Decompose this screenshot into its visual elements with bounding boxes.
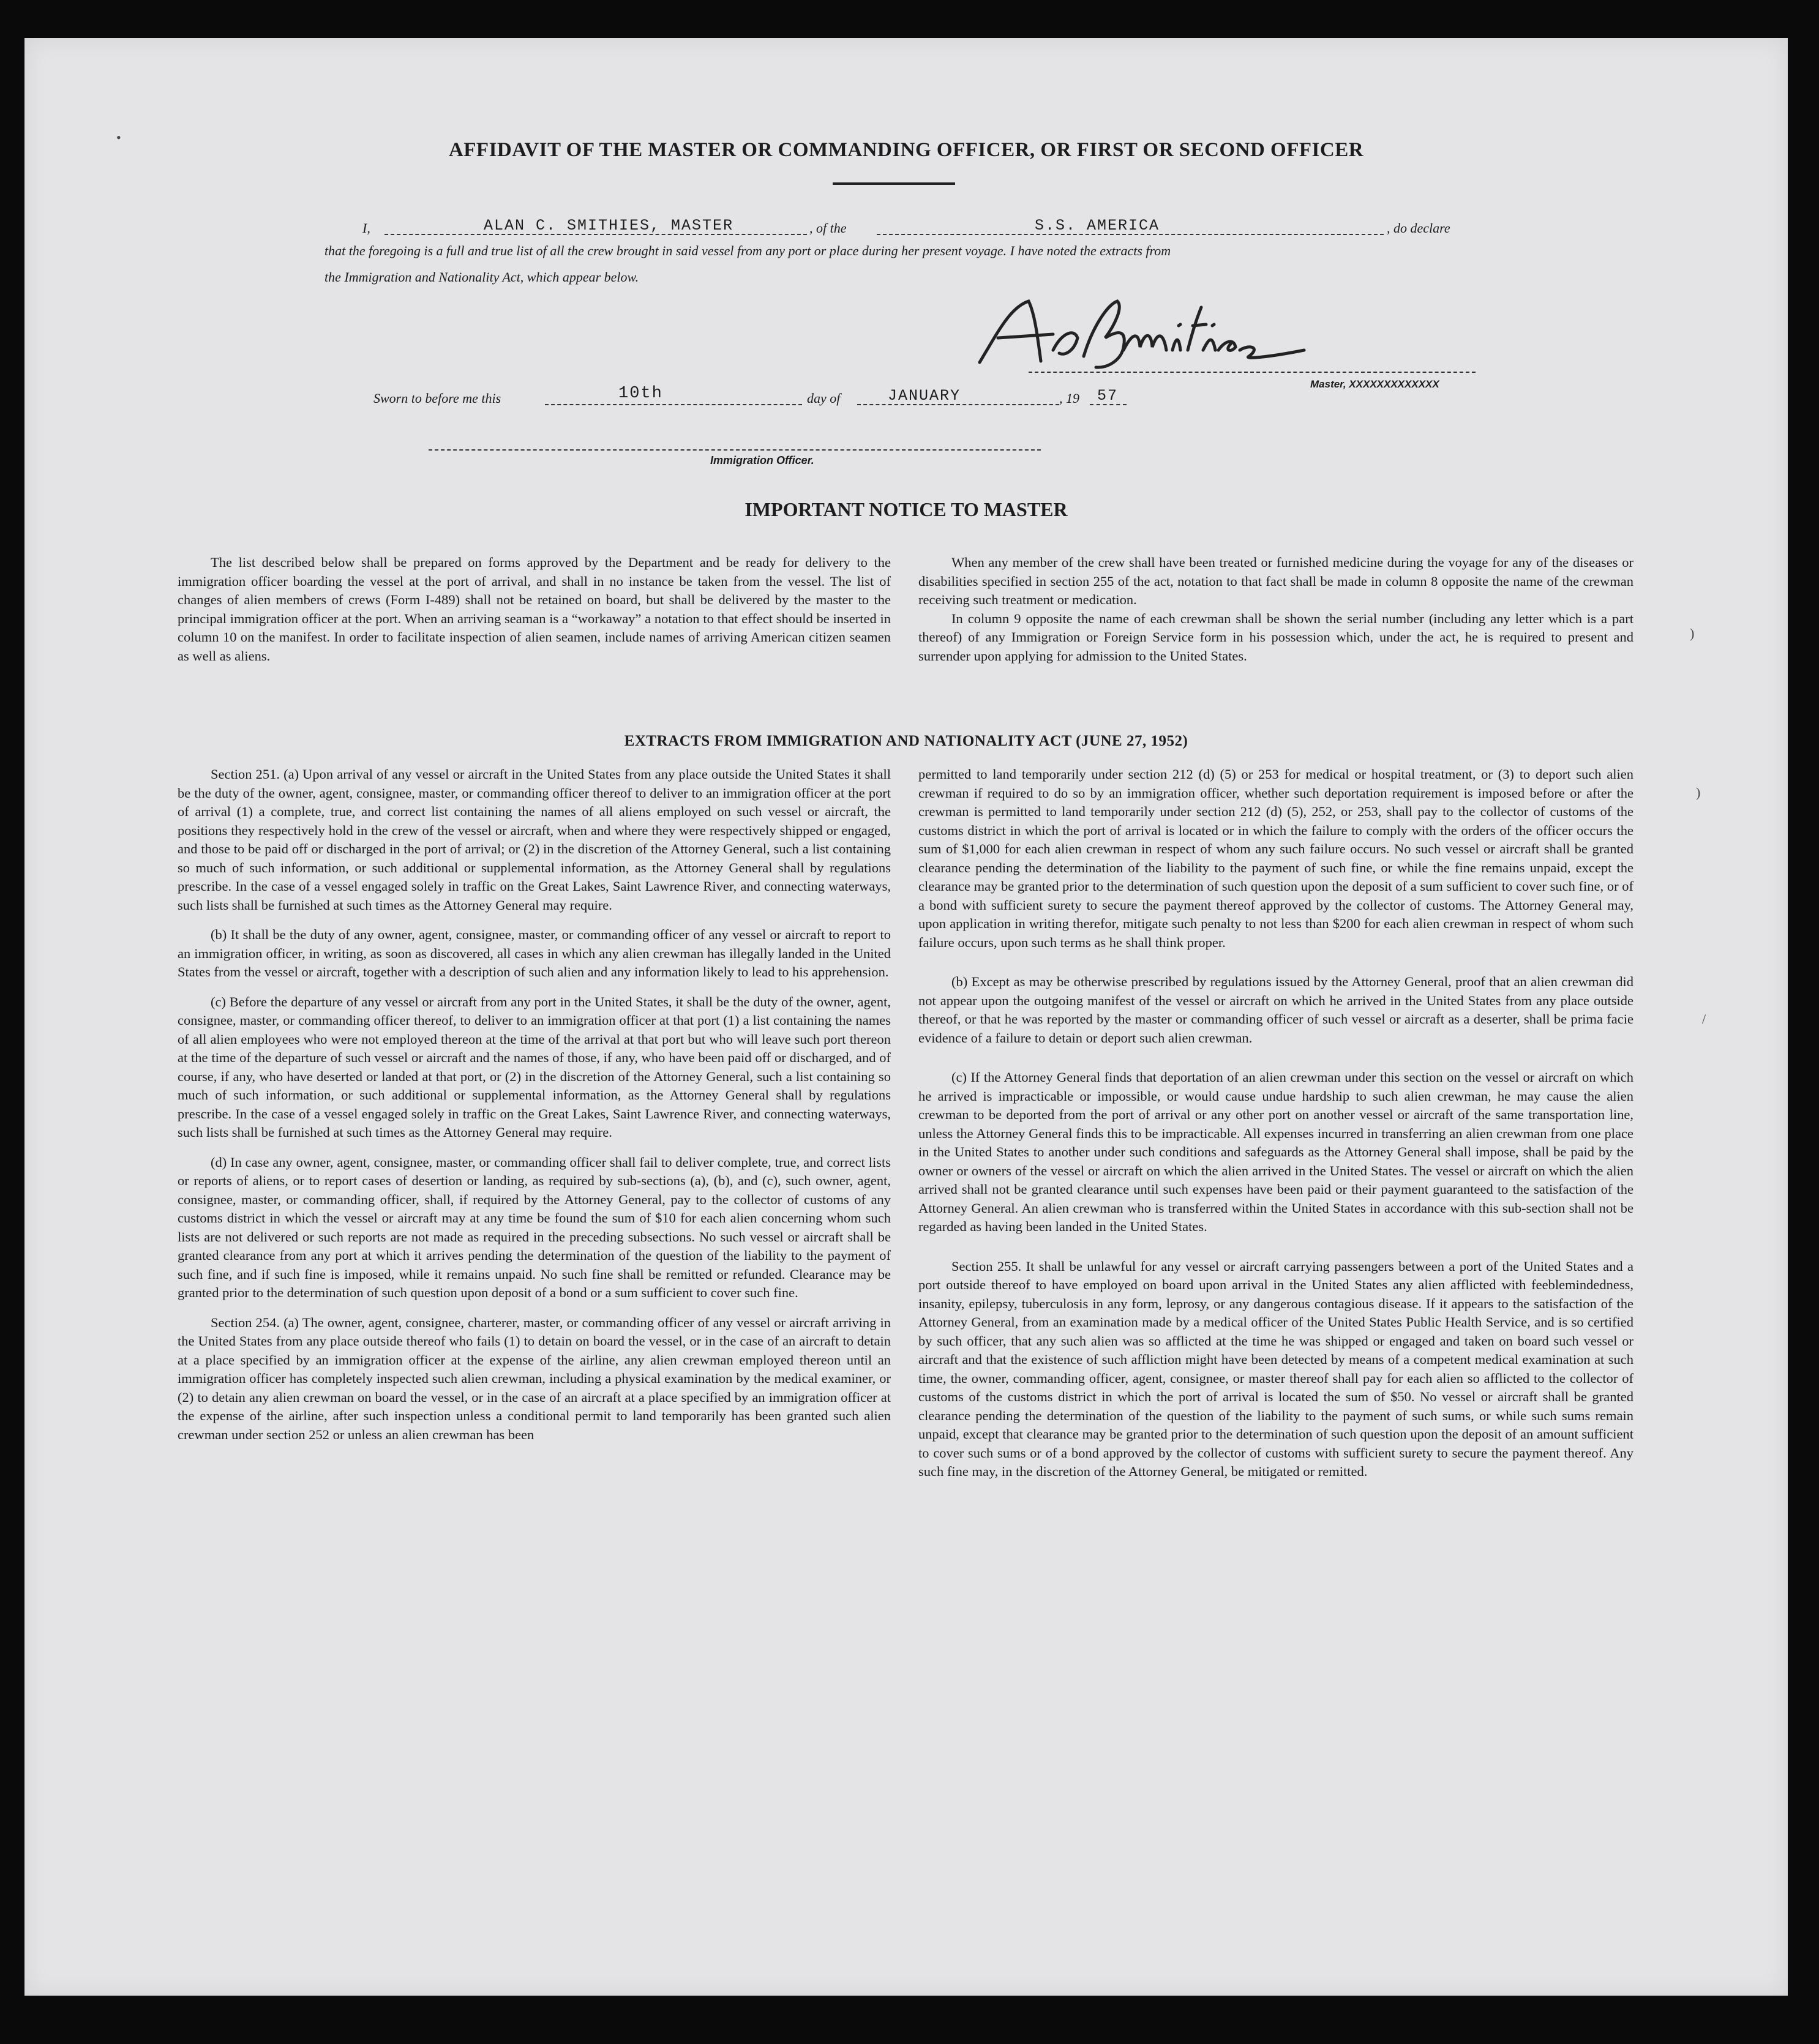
extracts-title: EXTRACTS FROM IMMIGRATION AND NATIONALITY ACT (JUNE 27, 1952) (624, 733, 1188, 749)
extracts-left-column (178, 765, 891, 1444)
extract-left-paragraph: Section 251. (a) Upon arrival of any vessel or aircraft in the United States from any place outside the United States it shall be the duty of the owner, agent, consignee, master, or commanding officer thereof to deliver to an immigration officer at the port of arrival (1) a complete, true, and correct list containing the names of all aliens employed on such vessel or aircraft, the positions they respectively hold in the crew of the vessel or aircraft, when and where they were respectively shipped or engaged, and those to be paid off or discharged in the port of arrival; or (2) in the discretion of the Attorney General, such a list containing so much of such information, or such additional or supplemental information, as the Attorney General shall by regulations prescribe. In the case of a vessel engaged solely in traffic on the Great Lakes, Saint Lawrence River, and connecting waterways, such lists shall be furnished at such times as the Attorney General may require. (178, 766, 891, 913)
notice-right-paragraph-2: In column 9 opposite the name of each crewman shall be shown the serial number (including any letter which is a part thereof) of any Immigration or Foreign Service form in his possession which, under the act, he is required to present and surrender upon applying for admission to the United States. (918, 610, 1633, 664)
declaration-line-2: that the foregoing is a full and true list of all the crew brought in said vessel from any port or place during her present voyage. I have noted the extracts from (324, 243, 1171, 258)
sworn-month: JANUARY (888, 387, 961, 405)
title-rule (833, 182, 955, 185)
extract-right-paragraph: (b) Except as may be otherwise prescribed by regulations issued by the Attorney General, proof that an alien crewman did not appear upon the outgoing manifest of the vessel or aircraft on which he arrived in the United States from any place outside thereof, or that he was reported by the master or commanding officer of such vessel or aircraft as a deserter, shall be prima facie evidence of a failure to detain or deport such alien crewman. (918, 974, 1633, 1046)
immigration-officer-caption: Immigration Officer. (710, 454, 814, 466)
affidavit-form (24, 38, 1788, 1996)
master-signature (961, 289, 1316, 375)
extract-right-paragraph: (c) If the Attorney General finds that deportation of an alien crewman under this section on the vessel or aircraft on which he arrived is impracticable or impossible, or would cause undue hardship to such alien crewman, he may cause the alien crewman to be deported from the port of arrival or any other port on another vessel or aircraft of the same transportation line, unless the Attorney General finds this to be impracticable. All expenses incurred in transferring an alien crewman from one place in the United States to another under such conditions and safeguards as the Attorney General shall impose, shall be paid by the owner or owners of the vessel or aircraft on which the alien arrived in the United States. The vessel or aircraft on which the alien arrived shall not be granted clearance until such expenses have been paid or their payment guaranteed to the satisfaction of the Attorney General. An alien crewman who is transferred within the United States in accordance with this sub-section shall not be regarded as having been landed in the United States. (918, 1069, 1633, 1234)
signature-underline (1029, 372, 1476, 373)
notice-right-column (918, 553, 1633, 665)
sworn-day: 10th (618, 384, 663, 403)
declaration-line-1 (324, 217, 1482, 238)
extracts-right-column (918, 765, 1633, 1481)
declaration-line-3: the Immigration and Nationality Act, which appear below. (324, 269, 639, 285)
sworn-line (355, 384, 1200, 409)
sworn-prefix: Sworn to before me this (373, 391, 501, 406)
notice-right-paragraph-1: When any member of the crew shall have been treated or furnished medicine during the voyage for any of the diseases or disabilities specified in section 255 of the act, notation to that fact shall be made in column 8 opposite the name of the crewman receiving such treatment or medication. (918, 555, 1633, 607)
document-sheet (24, 38, 1788, 1996)
scan-speck: ) (1690, 626, 1695, 641)
i-label: I, (362, 220, 370, 236)
notice-left-column (178, 553, 891, 665)
extract-left-paragraph: (b) It shall be the duty of any owner, agent, consignee, master, or commanding officer of any vessel or aircraft to report to an immigration officer, in writing, as soon as discovered, all cases in which any alien crewman has illegally landed in the United States from the vessel or aircraft, together with a description of such alien and any information likely to lead to his apprehension. (178, 927, 891, 979)
scan-speck: • (116, 130, 121, 145)
vessel-name: S.S. AMERICA (1035, 217, 1160, 234)
extract-left-paragraph: (c) Before the departure of any vessel or aircraft from any port in the United States, it shall be the duty of the owner, agent, consignee, master, or commanding officer thereof, to deliver to an immigration officer at that port (1) a list containing the names of all alien employees who were not employed thereon at the time of the arrival at that port but who will leave such port thereon at the time of the departure of such vessel or aircraft and the names of those, if any, who have been paid off or discharged, and of course, if any, who have deserted or landed at that port, or (2) in the discretion of the Attorney General, such a list containing so much of such information, or such additional or supplemental information, as the Attorney General shall by regulations prescribe. In the case of a vessel engaged solely in traffic on the Great Lakes, Saint Lawrence River, and connecting waterways, such lists shall be furnished at such times as the Attorney General may require. (178, 994, 891, 1140)
notice-title: IMPORTANT NOTICE TO MASTER (744, 498, 1068, 520)
of-the-label: , of the (809, 220, 847, 236)
extract-right-paragraph: permitted to land temporarily under section 212 (d) (5) or 253 for medical or hospital treatment, or (3) to deport such alien crewman if required to do so by an immigration officer, whether such deportation requirement is imposed before or after the crewman is permitted to land temporarily under section 212 (d) (5), 252, or 253, shall pay to the collector of customs of the customs district in which the port of arrival is located or in which the failure to comply with the orders of the officer occurs the sum of $1,000 for each alien crewman in respect of whom any such failure occurs. No such vessel or aircraft shall be granted clearance pending the determination of the liability to the payment of such fine, or while the fine remains unpaid, except the clearance may be granted prior to the determination of such question upon the deposit of a sum sufficient to cover such fine, or of a bond with sufficient surety to secure the payment thereof approved by the collector of customs. The Attorney General may, upon application in writing therefor, mitigate such penalty to not less than $200 for each alien crewman in respect of whom such failure occurs, upon such terms as he shall think proper. (918, 766, 1633, 950)
extract-right-paragraph: Section 255. It shall be unlawful for any vessel or aircraft carrying passengers between a port of the United States and a port outside thereof to have employed on board upon arrival in the United States any alien afflicted with feeblemindedness, insanity, epilepsy, tuberculosis in any form, leprosy, or any dangerous contagious disease. If it appears to the satisfaction of the Attorney General, from an examination made by a medical officer of the United States Public Health Service, and is so certified by such officer, that any such alien was so afflicted at the time he was shipped or engaged and taken on board such vessel or aircraft and that the existence of such affliction might have been detected by means of a competent medical examination at such time, the owner, commanding officer, agent, consignee, or master thereof shall pay for each alien so afflicted to the collector of customs of the customs district in which the port of arrival is located the sum of $50. No vessel or aircraft shall be granted clearance pending the determination of the question of the liability to the payment of such sums, or while such sums remain unpaid, except that clearance may be granted prior to the determination of such question upon the deposit of an amount sufficient to cover such sums or of a bond approved by the collector of customs with sufficient surety to secure the payment thereof. Any such fine may, in the discretion of the Attorney General, be mitigated or remitted. (918, 1258, 1633, 1479)
scan-speck: ) (1696, 785, 1701, 800)
extract-left-paragraph: (d) In case any owner, agent, consignee, master, or commanding officer shall fail to deliver complete, true, and correct lists or reports of aliens, or to report cases of desertion or landing, as required by sub-sections (a), (b), and (c), such owner, agent, consignee, master, or commanding officer, shall, if required by the Attorney General, pay to the collector of customs of any customs district in which the vessel or aircraft may at any time be found the sum of $10 for each alien concerning whom such lists are not delivered or such reports are not made as required in the preceding subsections. No such vessel or aircraft shall be granted clearance from any port at which it arrives pending the determination of the question of the liability to the payment of such fine, and if such fine is imposed, while it remains unpaid. No such fine shall be remitted or refunded. Clearance may be granted prior to the determination of such question upon deposit of a bond or a sum sufficient to cover such fine. (178, 1154, 891, 1300)
day-of-label: day of (807, 391, 841, 406)
extract-left-paragraph: Section 254. (a) The owner, agent, consignee, charterer, master, or commanding officer of any vessel or aircraft arriving in the United States from any place outside thereof who fails (1) to detain on board the vessel, or in the case of an aircraft to detain at a place specified by an immigration officer at the expense of the airline, any alien crewman employed thereon until an immigration officer has completely inspected such alien crewman, including a physical examination by the medical examiner, or (2) to detain any alien crewman on board the vessel, or in the case of an aircraft at a place specified by an immigration officer at the expense of the airline, after such inspection unless a conditional permit to land temporarily has been granted such alien crewman under section 252 or unless an alien crewman has been (178, 1314, 891, 1442)
scan-speck: / (1702, 1011, 1706, 1027)
immigration-officer-underline (429, 449, 1041, 451)
do-declare-label: , do declare (1387, 220, 1450, 236)
sworn-year-suffix: 57 (1097, 387, 1119, 405)
declarant-name: ALAN C. SMITHIES, MASTER (484, 217, 734, 234)
signature-caption: Master, XXXXXXXXXXXXX (1310, 378, 1439, 390)
year-prefix: , 19 (1059, 391, 1079, 406)
sworn-day-underline (545, 404, 802, 405)
affidavit-title: AFFIDAVIT OF THE MASTER OR COMMANDING OFFICER, OR FIRST OR SECOND OFFICER (448, 139, 1364, 161)
notice-left-paragraph: The list described below shall be prepared on forms approved by the Department and be ready for delivery to the immigration officer boarding the vessel at the port of arrival, and shall in no instance be taken from the vessel. The list of changes of alien members of crews (Form I-489) shall not be retained on board, but shall be delivered by the master to the principal immigration officer at the port. When an arriving seaman is a “workaway” a notation to that effect should be inserted in column 10 on the manifest. In order to facilitate inspection of alien seamen, include names of arriving American citizen seamen as well as aliens. (178, 555, 891, 664)
